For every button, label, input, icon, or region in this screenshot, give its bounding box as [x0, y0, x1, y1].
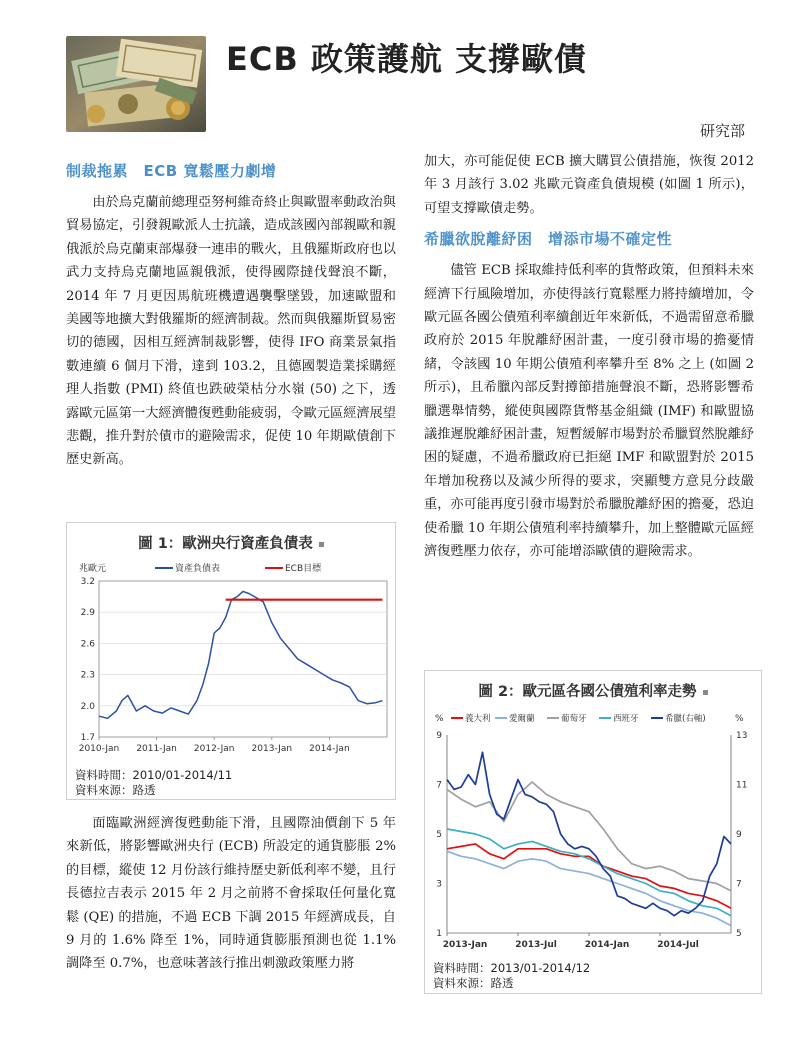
- legend-entry: 葡萄牙: [561, 714, 587, 724]
- x-tick-label: 2012-Jan: [193, 744, 235, 754]
- section-heading-sanctions: 制裁拖累 ECB 寬鬆壓力劇增: [66, 162, 277, 180]
- legend-entry: 西班牙: [613, 714, 639, 724]
- series-line-greece: [447, 752, 731, 915]
- hero-image: [66, 36, 206, 132]
- money-photo-icon: [66, 36, 206, 132]
- x-tick-label: 2014-Jul: [657, 940, 699, 950]
- y-tick-label: 1: [436, 929, 442, 939]
- bond-yield-chart: [425, 707, 763, 957]
- figure-1-title: 圖 1：歐洲央行資產負債表: [67, 532, 395, 553]
- y-axis-label: 兆歐元: [79, 564, 107, 574]
- y-tick-label: 2.6: [80, 639, 95, 650]
- figure-2-title: 圖 2：歐元區各國公債殖利率走勢: [425, 680, 761, 701]
- x-tick-label: 2013-Jan: [251, 744, 293, 754]
- chart-legend: [451, 713, 706, 724]
- series-line-spain: [447, 829, 731, 916]
- section-heading-greece: 希臘欲脫離紓困 增添市場不確定性: [424, 230, 673, 249]
- legend-entry: 資產負債表: [175, 564, 221, 574]
- y-tick-label: 2.9: [80, 608, 95, 619]
- x-tick-label: 2013-Jul: [515, 940, 557, 950]
- y-tick-label: 5: [436, 830, 442, 840]
- y-tick-label: 3.2: [80, 577, 95, 587]
- paragraph-ecb-pressure: 面臨歐洲經濟復甦動能下滑，且國際油價創下 5 年來新低，將影響歐洲央行 (ECB) 所設定的通貨膨脹 2% 的目標，縱使 12 月份該行維持歷史新低利率不變，且行長德拉吉表示 2015 年 2 月之前將不會採取任何量化寬鬆 (QE) 的措施，不過 ECB 下調 2015 年經濟成長，自 9 月的 1.6% 降至 1%，同時通貨膨脹預測也從 1.1% 調降至 0.7%，也意味著該行推出刺激政策壓力將: [66, 816, 396, 972]
- right-column: [424, 150, 754, 564]
- paragraph-greece: 儘管 ECB 採取維持低利率的貨幣政策，但預料未來經濟下行風險增加，亦使得該行寬鬆壓力將持續增加，令歐元區各國公債殖利率續創近年來新低，不過需留意希臘政府於 2015 年脫離紓困計畫，一度引發市場的擔憂情緒，令該國 10 年期公債殖利率攀升至 8% 之上 (如圖 2 所示)，且希臘內部反對撙節措施聲浪不斷，恐將影響希臘選舉情勢，縱使與國際貨幣基金組織 (IMF) 和歐盟協議推遲脫離紓困計畫，短暫緩解市場對於希臘貿然脫離紓困的疑慮，不過希臘政府已拒絕 IMF 和歐盟對於 2015 年增加稅務以及減少所得的要求，突顯雙方意見分歧嚴重，亦可能再度引發市場對於希臘脫離紓困的擔憂，恐迫使希臘 10 年期公債殖利率持續攀升，加上整體歐元區經濟復甦壓力依存，亦可能增添歐債的避險需求。: [424, 263, 754, 560]
- y-axis-label: %: [435, 714, 444, 724]
- y2-tick-label: 5: [736, 929, 742, 939]
- x-tick-label: 2014-Jan: [584, 940, 630, 950]
- series-line-balance: [99, 591, 382, 718]
- y-tick-label: 7: [436, 780, 442, 791]
- y-tick-label: 3: [436, 879, 442, 890]
- ecb-balance-chart: [67, 559, 397, 759]
- series-line-portugal: [447, 782, 731, 891]
- y2-tick-label: 11: [736, 780, 748, 791]
- x-tick-label: 2010-Jan: [78, 744, 120, 754]
- page-title: ECB 政策護航 支撐歐債: [226, 40, 588, 78]
- paragraph-sanctions: 由於烏克蘭前總理亞努柯維奇終止與歐盟率動政治與貿易協定，引發親歐派人士抗議，造成該國內部親歐和親俄派於烏克蘭東部爆發一連串的戰火，且俄羅斯政府也以武力支持烏克蘭地區親俄派，使得國際撻伐聲浪不斷，2014 年 7 月更因馬航班機遭遇襲擊墜毀，加速歐盟和美國等地擴大對俄羅斯的經濟制裁。然而與俄羅斯貿易密切的德國，因相互經濟制裁影響，使得 IFO 商業景氣指數連續 6 個月下滑，達到 103.2，且德國製造業採購經理人指數 (PMI) 終值也跌破榮枯分水嶺 (50) 之下，透露歐元區第一大經濟體復甦動能疲弱，令歐元區經濟展望悲觀，推升對於債市的避險需求，促使 10 年期歐債創下歷史新高。: [66, 195, 396, 468]
- y2-tick-label: 7: [736, 879, 742, 890]
- legend-entry: 希臘(右軸): [665, 714, 706, 724]
- y-tick-label: 2.0: [80, 701, 95, 712]
- y2-axis-label: %: [735, 714, 744, 724]
- series-line-italy: [447, 844, 731, 908]
- figure-2-source: 資料來源：路透: [433, 976, 514, 990]
- author-label: 研究部: [699, 122, 745, 140]
- figure-2: [424, 670, 762, 994]
- legend-entry: ECB目標: [285, 564, 322, 574]
- y-tick-label: 9: [436, 731, 442, 741]
- left-column: [66, 160, 396, 472]
- x-tick-label: 2013-Jan: [442, 940, 488, 950]
- figure-1: [66, 522, 396, 800]
- paragraph-continued: 加大，亦可能促使 ECB 擴大購買公債措施，恢復 2012 年 3 月該行 3.02 兆歐元資產負債規模 (如圖 1 所示)，可望支撐歐債走勢。: [424, 154, 754, 216]
- figure-2-source-time: 資料時間：2013/01-2014/12: [433, 961, 591, 975]
- left-column-continued: [66, 812, 396, 976]
- legend-entry: 愛爾蘭: [509, 714, 535, 724]
- x-tick-label: 2014-Jan: [309, 744, 350, 754]
- y2-tick-label: 9: [736, 830, 742, 840]
- y2-tick-label: 13: [736, 731, 748, 741]
- y-tick-label: 2.3: [80, 670, 95, 681]
- chart-legend: [155, 562, 322, 574]
- series-line-ireland: [447, 851, 731, 925]
- legend-entry: 義大利: [465, 714, 491, 724]
- x-tick-label: 2011-Jan: [136, 744, 177, 754]
- figure-1-source: 資料來源：路透: [75, 783, 156, 797]
- figure-1-source-time: 資料時間：2010/01-2014/11: [75, 768, 233, 782]
- plot-frame: [99, 581, 387, 737]
- y-tick-label: 1.7: [80, 733, 95, 743]
